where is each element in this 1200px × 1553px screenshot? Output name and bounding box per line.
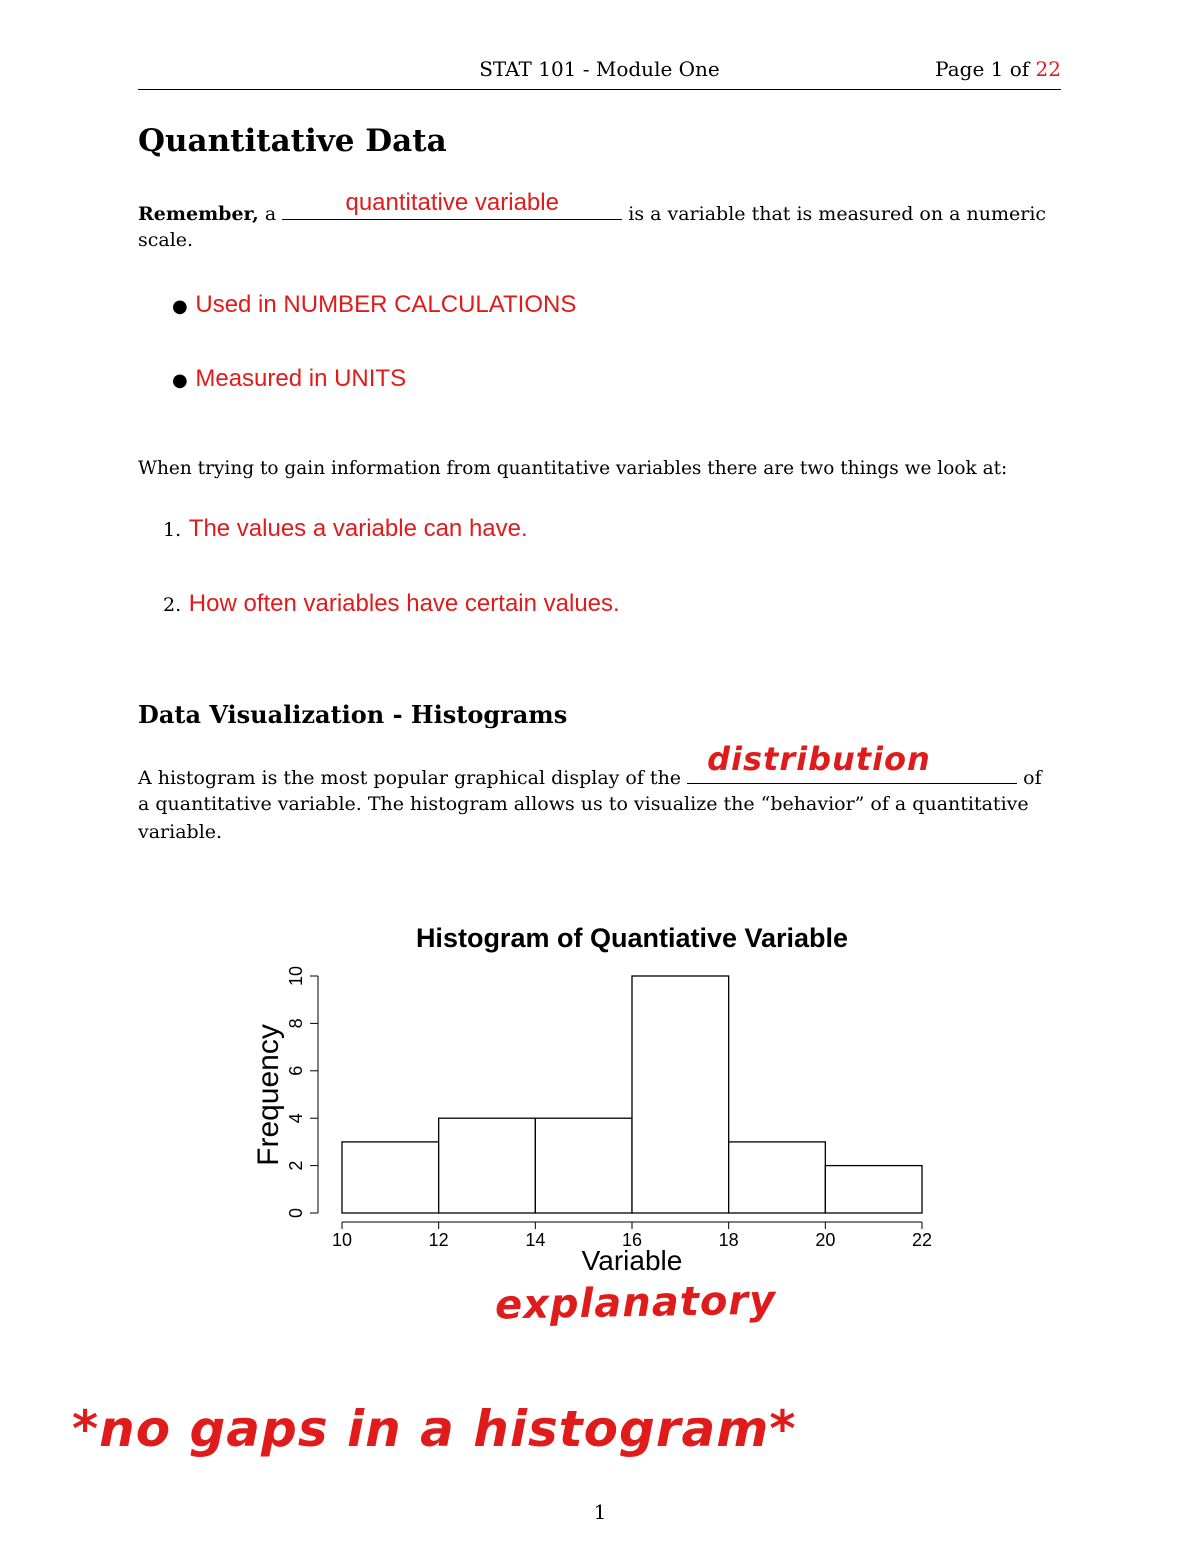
header-page-prefix: Page 1 of	[935, 57, 1030, 81]
x-tick-label: 20	[815, 1230, 836, 1250]
header-page-total-link[interactable]: 22	[1035, 57, 1061, 81]
histogram-bar	[825, 1166, 922, 1213]
histogram-bar	[535, 1118, 632, 1213]
remember-rest-line2: scale.	[138, 229, 194, 251]
y-tick-label: 6	[286, 1065, 306, 1076]
x-axis-label: Variable	[581, 1245, 683, 1276]
numbered-label: 2.	[163, 594, 182, 616]
bullet-text: Used in NUMBER CALCULATIONS	[195, 291, 577, 318]
intro-sentence: When trying to gain information from quantitative variables there are two things we look at:	[138, 458, 1008, 479]
x-tick-label: 12	[428, 1230, 449, 1250]
y-tick-label: 4	[286, 1113, 306, 1124]
x-tick-label: 14	[525, 1230, 546, 1250]
distribution-fill: distribution	[707, 740, 931, 778]
histogram-bar	[342, 1142, 439, 1213]
histogram-bar	[729, 1142, 826, 1213]
histogram-paragraph-before: A histogram is the most popular graphical display of the	[138, 767, 682, 789]
handwritten-explanatory: explanatory	[494, 1277, 777, 1329]
histogram-paragraph-line2: a quantitative variable. The histogram allows us to visualize the “behavior” of a quantitative	[138, 793, 1029, 815]
remember-fill: quantitative variable	[345, 189, 559, 216]
remember-bold: Remember,	[138, 203, 259, 225]
y-tick-label: 8	[286, 1018, 306, 1029]
bullet-dot-icon: ●	[172, 370, 188, 391]
histogram-bar	[632, 976, 729, 1213]
y-axis	[286, 966, 318, 1218]
histogram-paragraph-line3: variable.	[138, 821, 223, 843]
bullet-text: Measured in UNITS	[195, 365, 407, 392]
bullet-dot-icon: ●	[172, 296, 188, 317]
y-axis-label: Frequency	[252, 1024, 285, 1166]
y-tick-label: 10	[286, 965, 306, 987]
y-tick-label: 2	[286, 1160, 306, 1171]
x-tick-label: 18	[718, 1230, 739, 1250]
numbered-text: The values a variable can have.	[188, 515, 528, 542]
x-tick-label: 22	[911, 1230, 933, 1250]
remember-a: a	[264, 203, 277, 225]
section-title: Data Visualization - Histograms	[138, 700, 568, 729]
numbered-label: 1.	[163, 519, 182, 541]
header-course: STAT 101 - Module One	[479, 57, 720, 81]
handwritten-no-gaps: *no gaps in a histogram*	[72, 1400, 797, 1458]
histogram-bars	[342, 976, 922, 1213]
chart-title: Histogram of Quantiative Variable	[415, 923, 849, 953]
histogram-bar	[439, 1118, 536, 1213]
y-tick-label: 0	[286, 1207, 306, 1219]
page-title: Quantitative Data	[138, 123, 447, 159]
x-tick-label: 16	[621, 1230, 643, 1250]
x-tick-label: 10	[331, 1230, 353, 1250]
footer-page-number: 1	[593, 1500, 607, 1524]
numbered-text: How often variables have certain values.	[188, 590, 620, 617]
histogram-paragraph-after: of	[1023, 767, 1042, 789]
remember-rest-line1: is a variable that is measured on a numeric	[628, 203, 1047, 225]
